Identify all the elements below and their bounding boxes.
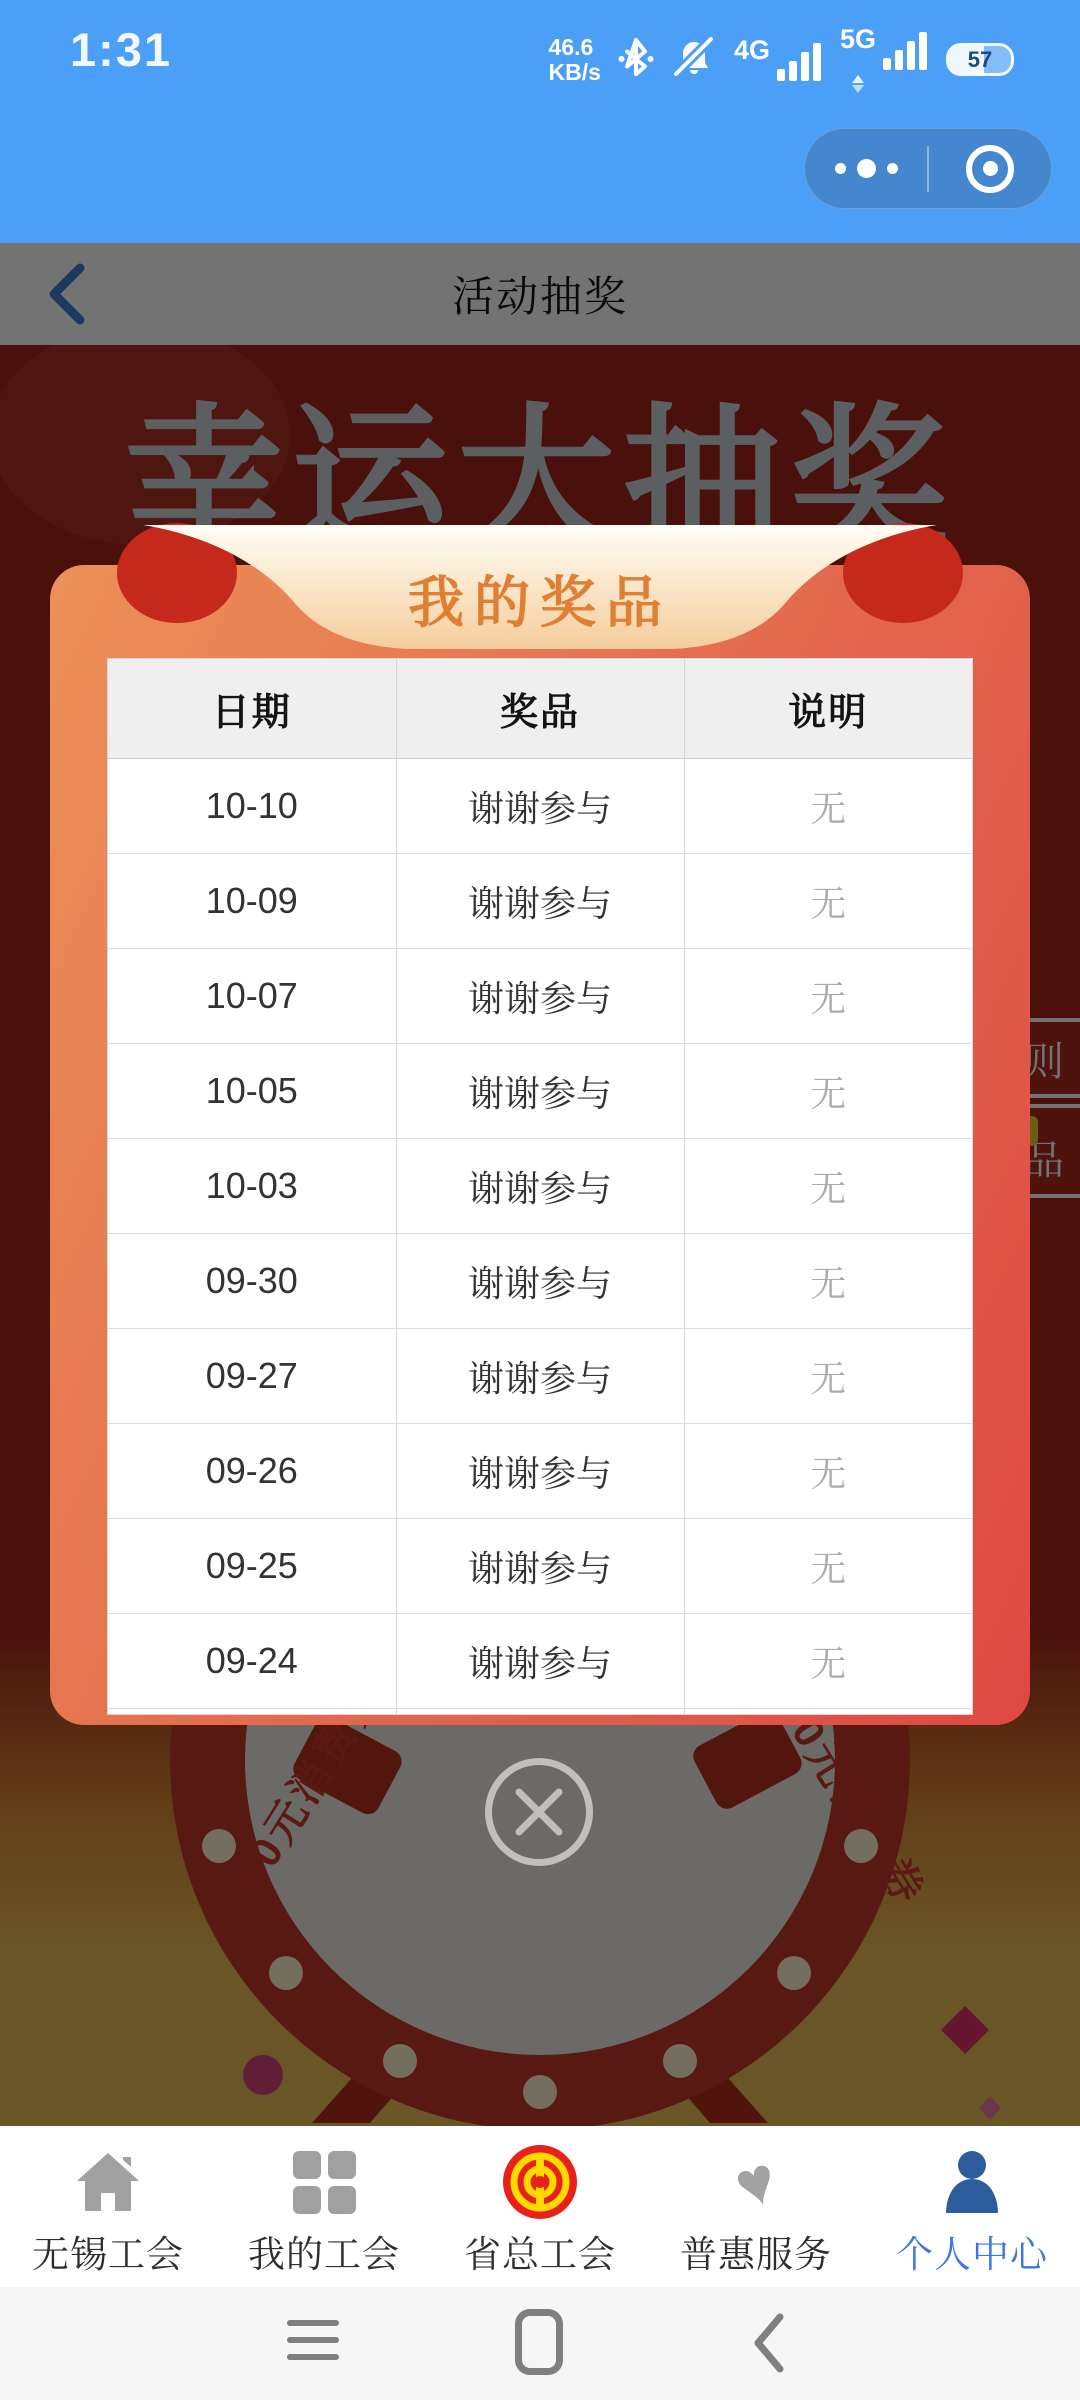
cell-prize: 谢谢参与	[396, 854, 684, 949]
table-row	[108, 1234, 972, 1329]
cell-date: 10-05	[108, 1044, 396, 1139]
status-icons	[549, 26, 1014, 93]
miniprogram-capsule	[804, 128, 1052, 209]
cell-date: 10-03	[108, 1139, 396, 1234]
cell-prize: 谢谢参与	[396, 1329, 684, 1424]
tab-label: 省总工会	[464, 2234, 616, 2275]
table-header-row	[108, 659, 972, 759]
table-row	[108, 1519, 972, 1614]
cell-date: 09-26	[108, 1424, 396, 1519]
tab-provincial-union[interactable]	[432, 2126, 648, 2287]
cell-prize: 谢谢参与	[396, 1139, 684, 1234]
table-row	[108, 1139, 972, 1234]
tab-label: 无锡工会	[32, 2234, 184, 2275]
cell-date: 09-24	[108, 1614, 396, 1709]
cell-date: 09-30	[108, 1234, 396, 1329]
android-back-button[interactable]	[748, 2311, 788, 2375]
cell-note: 无	[684, 1614, 972, 1709]
cell-note: 无	[684, 759, 972, 854]
cell-prize: 谢谢参与	[396, 1234, 684, 1329]
cell-date: 10-07	[108, 949, 396, 1044]
cell-note: 无	[684, 949, 972, 1044]
table-row	[108, 949, 972, 1044]
notifications-muted-icon	[671, 34, 717, 85]
data-activity-arrows	[840, 75, 876, 93]
miniprogram-webview	[0, 243, 1080, 2126]
exit-circle-icon	[966, 145, 1014, 193]
prizes-table	[107, 658, 973, 1715]
signal-sim1	[733, 34, 823, 83]
modal-title: 我的奖品	[408, 571, 672, 634]
tab-label: 我的工会	[248, 2234, 400, 2275]
clock: 1:31	[70, 23, 173, 76]
cell-note: 无	[684, 1044, 972, 1139]
tab-inclusive-services[interactable]	[648, 2126, 864, 2287]
cell-date: 10-09	[108, 854, 396, 949]
cell-prize: 谢谢参与	[396, 949, 684, 1044]
sim1-signal-bars	[775, 37, 823, 83]
close-button[interactable]	[485, 1758, 593, 1866]
status-bar	[0, 0, 1080, 243]
tab-label: 个人中心	[896, 2234, 1048, 2275]
miniprogram-menu-button[interactable]	[805, 129, 927, 208]
table-row	[108, 1614, 972, 1709]
table-row	[108, 854, 972, 949]
network-speed-unit: KB/s	[548, 58, 601, 85]
close-icon	[492, 1765, 586, 1859]
person-icon	[940, 2142, 1004, 2222]
cell-date: 09-25	[108, 1519, 396, 1614]
cell-prize: 谢谢参与	[396, 759, 684, 854]
union-emblem-icon	[501, 2142, 579, 2222]
cell-prize: 谢谢参与	[396, 1044, 684, 1139]
cell-note: 无	[684, 1139, 972, 1234]
header-note: 说明	[684, 659, 972, 759]
heart-icon: ♥	[725, 2140, 787, 2224]
bluetooth-icon	[618, 35, 654, 84]
tab-bar	[0, 2126, 1080, 2287]
cell-prize: 谢谢参与	[396, 1424, 684, 1519]
cell-prize: 谢谢参与	[396, 1614, 684, 1709]
table-row	[108, 1044, 972, 1139]
cell-date: 10-10	[108, 759, 396, 854]
table-row-partial	[108, 1709, 972, 1716]
header-prize: 奖品	[396, 659, 684, 759]
miniprogram-exit-button[interactable]	[929, 129, 1051, 208]
cell-note: 无	[684, 1424, 972, 1519]
grid-icon	[293, 2142, 356, 2222]
network-speed-value: 46.6	[548, 33, 594, 60]
sim1-network-type: 4G	[733, 34, 770, 65]
cell-note: 无	[684, 1519, 972, 1614]
table-row	[108, 1329, 972, 1424]
recents-button[interactable]	[287, 2320, 339, 2360]
android-navigation-bar	[0, 2287, 1080, 2400]
tab-my-union[interactable]	[216, 2126, 432, 2287]
cell-date: 09-27	[108, 1329, 396, 1424]
home-icon	[73, 2142, 143, 2222]
more-icon	[835, 159, 898, 178]
cell-note: 无	[684, 854, 972, 949]
cell-prize: 谢谢参与	[396, 1519, 684, 1614]
battery-percent: 57	[967, 46, 993, 72]
table-row	[108, 759, 972, 854]
tab-personal-center[interactable]	[864, 2126, 1080, 2287]
sim2-signal-bars	[881, 26, 929, 72]
header-date: 日期	[108, 659, 396, 759]
tab-label: 普惠服务	[680, 2234, 832, 2275]
signal-sim2	[840, 26, 929, 93]
home-button[interactable]	[515, 2309, 563, 2375]
network-speed	[549, 35, 601, 85]
table-row	[108, 1424, 972, 1519]
tab-wuxi-union[interactable]	[0, 2126, 216, 2287]
sim2-network-type: 5G	[839, 24, 876, 54]
battery-indicator	[946, 43, 1014, 76]
cell-note: 无	[684, 1329, 972, 1424]
cell-note: 无	[684, 1234, 972, 1329]
